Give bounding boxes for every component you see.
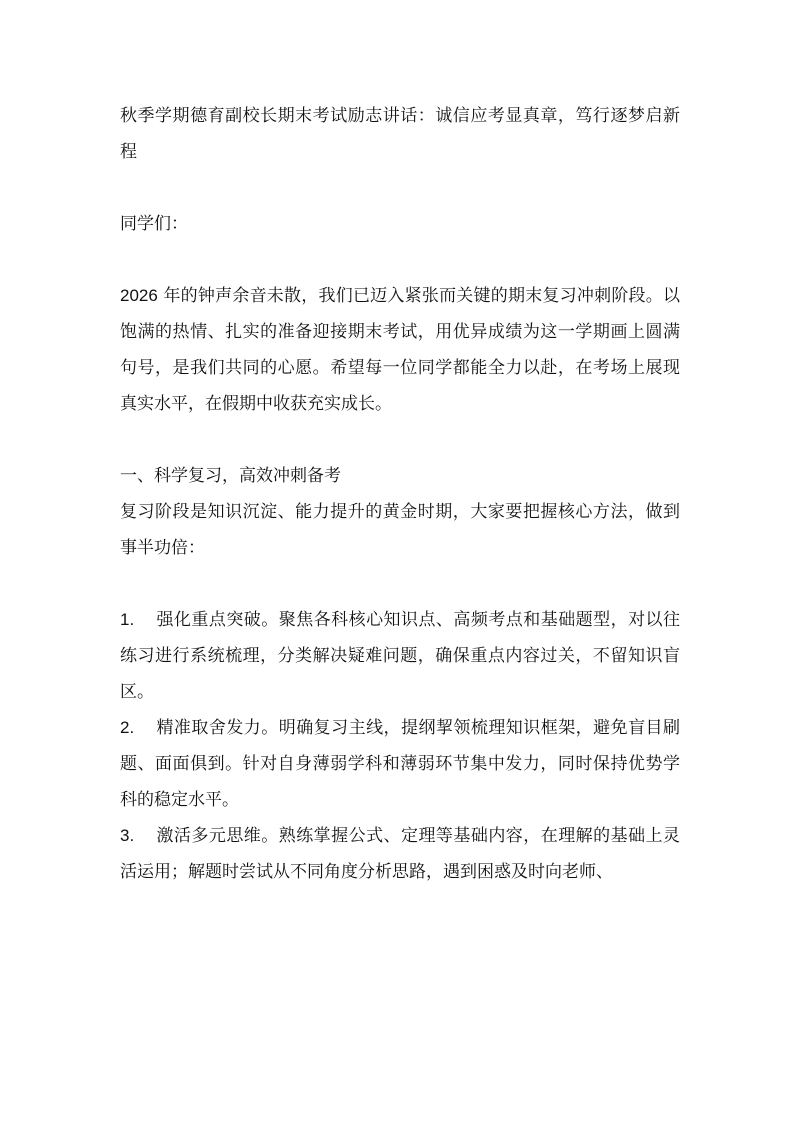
list-item [120, 818, 680, 890]
numbered-list [120, 602, 680, 890]
list-item-text: 强化重点突破。聚焦各科核心知识点、高频考点和基础题型，对以往练习进行系统梳理，分类解决疑难问题，确保重点内容过关，不留知识盲区。 [120, 610, 680, 702]
section-intro: 复习阶段是知识沉淀、能力提升的黄金时期，大家要把握核心方法，做到事半功倍： [120, 502, 680, 558]
list-item-number: 2. [120, 718, 135, 737]
section-heading: 一、科学复习，高效冲刺备考 [120, 466, 341, 486]
list-item [120, 710, 680, 818]
list-item-text: 激活多元思维。熟练掌握公式、定理等基础内容，在理解的基础上灵活运用；解题时尝试从不同角度分析思路，遇到困惑及时向老师、 [120, 826, 680, 882]
intro-year: 2026 [120, 286, 158, 305]
intro-text: 年的钟声余音未散，我们已迈入紧张而关键的期末复习冲刺阶段。以饱满的热情、扎实的准备迎接期末考试，用优异成绩为这一学期画上圆满句号，是我们共同的心愿。希望每一位同学都能全力以赴，在考场上展现真实水平，在假期中收获充实成长。 [120, 286, 680, 414]
list-item-number: 3. [120, 826, 135, 845]
intro-paragraph [120, 278, 680, 422]
list-item-text: 精准取舍发力。明确复习主线，提纲挈领梳理知识框架，避免盲目刷题、面面俱到。针对自身薄弱学科和薄弱环节集中发力，同时保持优势学科的稳定水平。 [120, 718, 680, 810]
list-item [120, 602, 680, 710]
list-item-number: 1. [120, 610, 135, 629]
document-title: 秋季学期德育副校长期末考试励志讲话：诚信应考显真章，笃行逐梦启新程 [120, 106, 680, 162]
document-body [120, 98, 680, 890]
salutation: 同学们： [120, 214, 188, 234]
